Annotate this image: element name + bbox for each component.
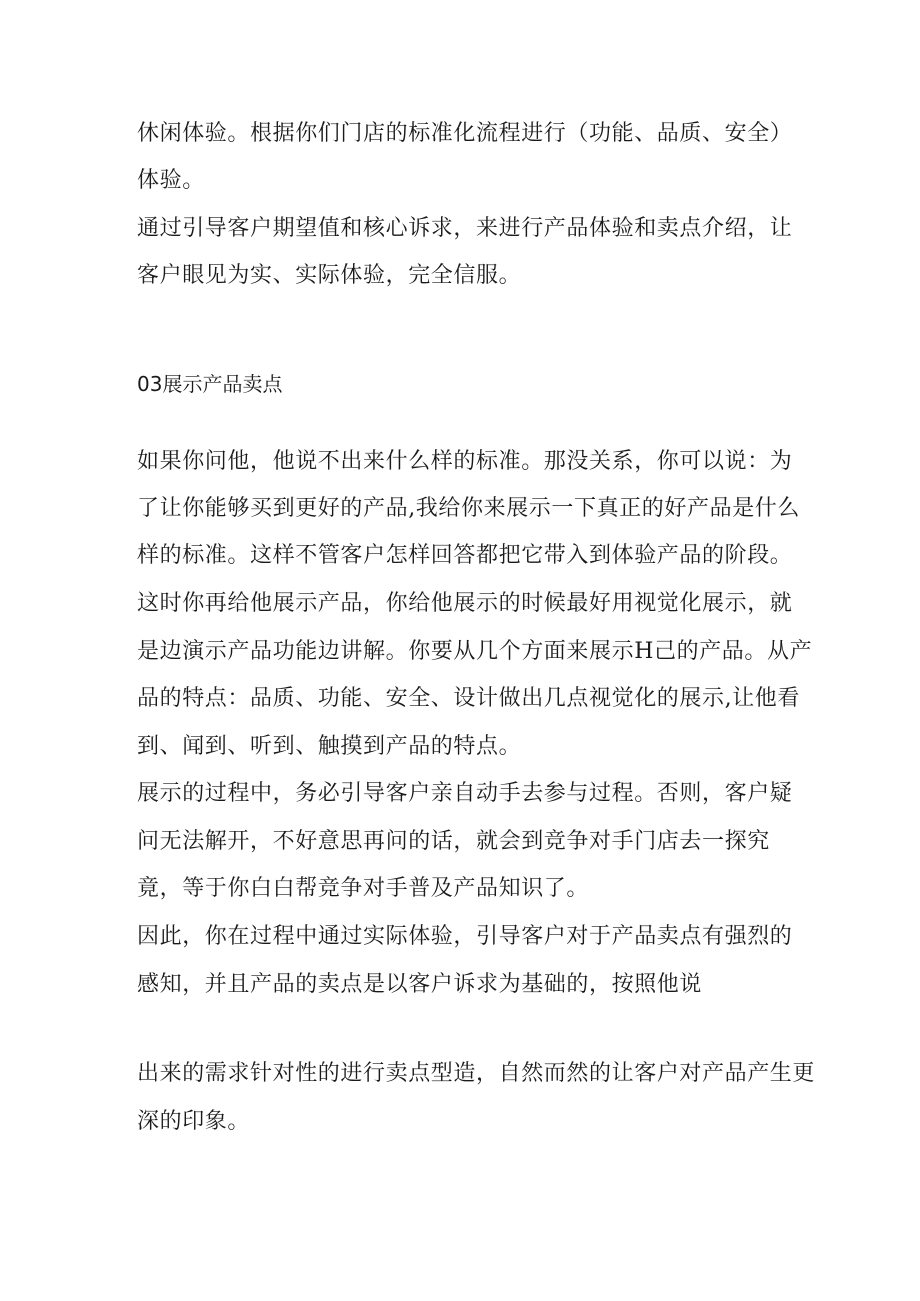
paragraph-line: 这时你再给他展示产品，你给他展示的时候最好用视觉化展示，就: [137, 591, 793, 616]
paragraph-line: 出来的需求针对性的进行卖点型造，自然而然的让客户对产品产生更: [137, 1061, 816, 1086]
paragraph-line: 通过引导客户期望值和核心诉求，来进行产品体验和卖点介绍，让: [137, 216, 793, 241]
paragraph-line: 体验。: [137, 168, 205, 193]
paragraph-line: 到、闻到、听到、触摸到产品的特点。: [137, 734, 522, 759]
paragraph-line: 了让你能够买到更好的产品,我给你来展示一下真正的好产品是什么: [137, 496, 800, 521]
paragraph-line: 样的标准。这样不管客户怎样回答都把它带入到体验产品的阶段。: [137, 543, 793, 568]
paragraph-line: 因此，你在过程中通过实际体验，引导客户对于产品卖点有强烈的: [137, 924, 793, 949]
paragraph-line: 问无法解开，不好意思再问的话，就会到竞争对手门店去一探究: [137, 829, 770, 854]
paragraph-line: 品的特点：品质、功能、安全、设计做出几点视觉化的展示,让他看: [137, 686, 800, 711]
paragraph-line: 休闲体验。根据你们门店的标准化流程进行（功能、品质、安全）: [137, 121, 793, 146]
paragraph-line: 深的印象。: [137, 1109, 251, 1134]
paragraph-line: 客户眼见为实、实际体验，完全信服。: [137, 263, 522, 288]
paragraph-line: 如果你问他，他说不出来什么样的标准。那没关系，你可以说：为: [137, 449, 793, 474]
paragraph-line: 感知，并且产品的卖点是以客户诉求为基础的，按照他说: [137, 972, 703, 997]
paragraph-line: 是边演示产品功能边讲解。你要从几个方面来展示H己的产品。从产: [137, 639, 813, 664]
section-heading: 03展示产品卖点: [137, 372, 283, 396]
paragraph-line: 竟，等于你白白帮竞争对手普及产品知识了。: [137, 876, 590, 901]
paragraph-line: 展示的过程中，务必引导客户亲自动手去参与过程。否则，客户疑: [137, 781, 793, 806]
